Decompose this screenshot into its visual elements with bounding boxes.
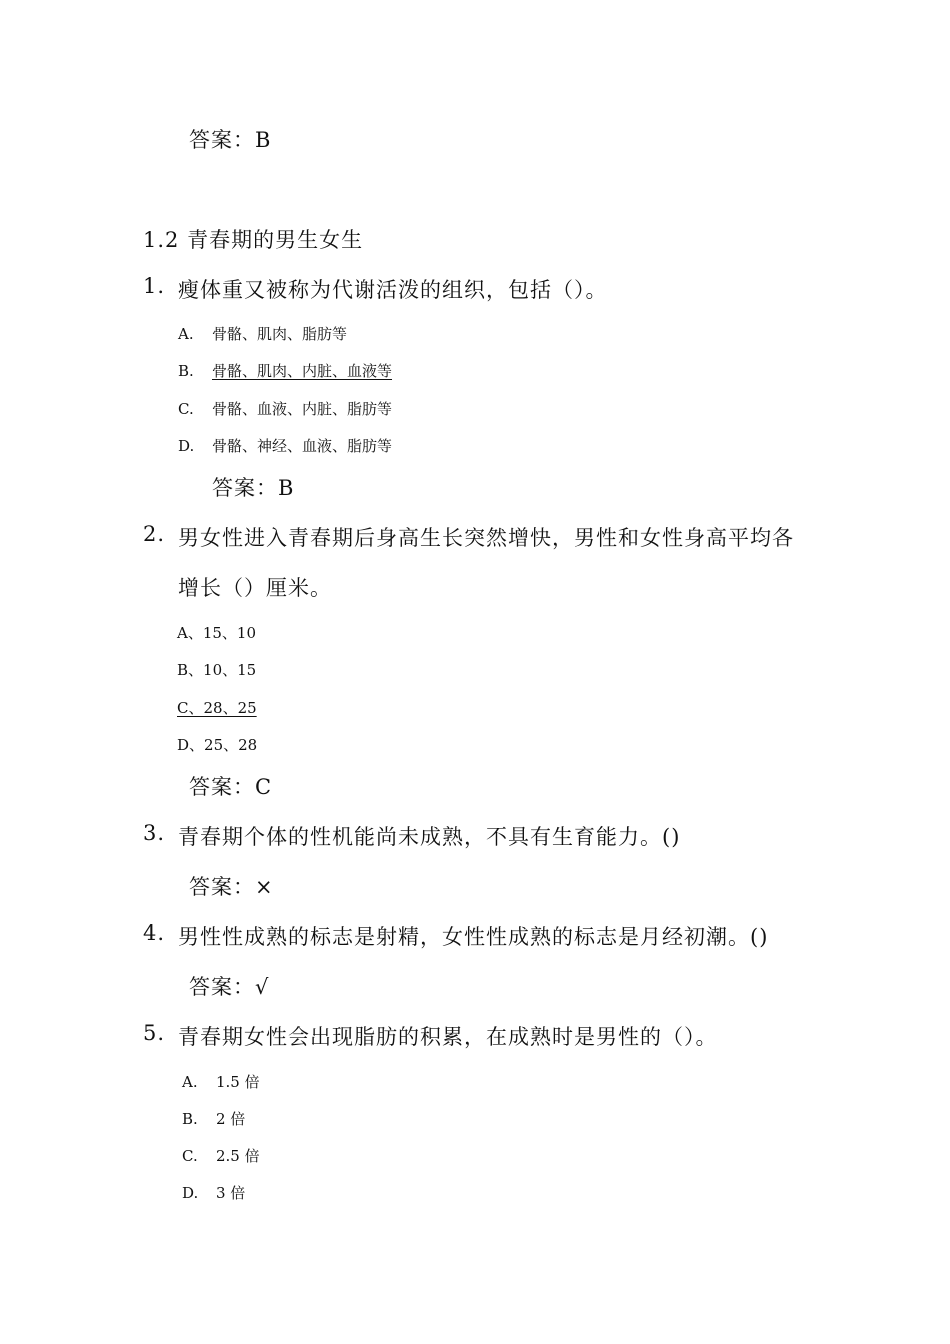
option-b: B. 骨骼、肌肉、内脏、血液等 (178, 362, 393, 380)
option-d: D. 骨骼、神经、血液、脂肪等 (178, 437, 393, 455)
option-b-text-correct: 骨骼、肌肉、内脏、血液等 (212, 362, 393, 380)
question-text: 瘦体重又被称为代谢活泼的组织，包括（）。 (178, 278, 608, 302)
option-a: A. 1.5 倍 (182, 1073, 260, 1091)
answer-text: 答案：B (189, 128, 272, 152)
question-text: 青春期女性会出现脂肪的积累，在成熟时是男性的（）。 (178, 1025, 718, 1049)
option-d: D、25、28 (177, 736, 258, 754)
section-title: 1.2 青春期的男生女生 (143, 228, 364, 252)
option-c: C. 骨骼、血液、内脏、脂肪等 (178, 400, 393, 418)
answer-text: 答案：B (212, 476, 295, 500)
option-a: A. 骨骼、肌肉、脂肪等 (178, 325, 348, 343)
option-d: D. 3 倍 (182, 1184, 246, 1202)
question-number: 2. (143, 522, 166, 546)
question-text-continued: 增长（）厘米。 (178, 576, 332, 600)
answer-text: 答案：√ (189, 975, 270, 999)
option-b: B、10、15 (177, 661, 257, 679)
question-text: 青春期个体的性机能尚未成熟，不具有生育能力。() (178, 825, 681, 849)
question-text: 男性性成熟的标志是射精，女性性成熟的标志是月经初潮。() (178, 925, 769, 949)
question-text: 男女性进入青春期后身高生长突然增快，男性和女性身高平均各 (178, 526, 794, 550)
option-c-correct: C、28、25 (177, 699, 257, 717)
option-a: A、15、10 (177, 624, 257, 642)
option-b: B. 2 倍 (182, 1110, 246, 1128)
question-number: 1. (143, 274, 166, 298)
question-number: 3. (143, 821, 166, 845)
option-c: C. 2.5 倍 (182, 1147, 260, 1165)
answer-text: 答案：× (189, 875, 274, 899)
answer-text: 答案：C (189, 775, 273, 799)
question-number: 4. (143, 921, 166, 945)
question-number: 5. (143, 1021, 166, 1045)
